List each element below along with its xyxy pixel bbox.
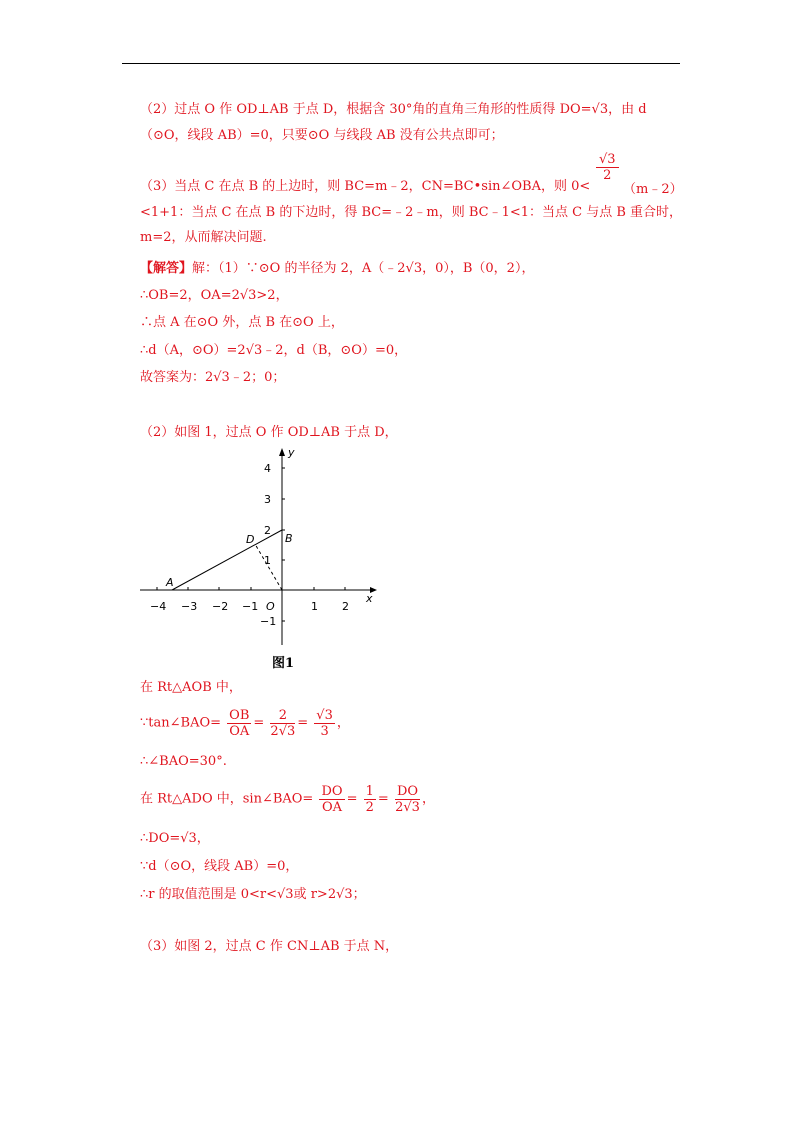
y-tick-label: 1 bbox=[264, 554, 271, 567]
y-axis-label: y bbox=[288, 446, 295, 459]
coordinate-figure bbox=[130, 440, 380, 650]
text-line: （2）过点 O 作 OD⊥AB 于点 D，根据含 30°角的直角三角形的性质得 DO=√3，由 d bbox=[140, 102, 647, 117]
text-line: ∵d（⊙O，线段 AB）=0， bbox=[140, 859, 299, 874]
x-tick-label: −4 bbox=[150, 600, 167, 613]
fraction: $\frac{1}{2}$ bbox=[365, 784, 374, 815]
segment-od-dashed bbox=[255, 544, 282, 590]
text-line bbox=[140, 178, 590, 196]
fraction: $\frac{√3}{3}$ bbox=[316, 708, 333, 739]
text-line bbox=[140, 260, 534, 278]
text-line: ∴OB=2，OA=2√3>2， bbox=[140, 288, 289, 303]
text-line: （2）如图 1，过点 O 作 OD⊥AB 于点 D， bbox=[140, 425, 398, 440]
text-segment: （3）当点 C 在点 B 的上边时，则 BC=m﹣2，CN=BC•sin∠OBA，则 0< bbox=[140, 179, 591, 194]
text-line: m=2，从而解决问题. bbox=[140, 230, 267, 245]
y-axis-arrow-icon bbox=[279, 448, 285, 456]
x-tick-label: −3 bbox=[181, 600, 198, 613]
text-line: ∴DO=√3， bbox=[140, 831, 210, 846]
fraction-numerator: √3 bbox=[596, 152, 619, 168]
text-line: ∴r 的取值范围是 0<r<√3或 r>2√3； bbox=[140, 887, 366, 902]
point-a-label: A bbox=[166, 576, 174, 589]
x-tick-label: 2 bbox=[342, 600, 349, 613]
x-tick-label: 1 bbox=[311, 600, 318, 613]
fraction: $\frac{2}{2√3}$ bbox=[270, 708, 296, 739]
fraction: $\frac{DO}{2√3}$ bbox=[395, 784, 420, 815]
fraction-sqrt3-over-2 bbox=[596, 152, 619, 183]
text-line: ∴d（A，⊙O）=2√3﹣2，d（B，⊙O）=0， bbox=[140, 343, 408, 358]
y-tick-label: 3 bbox=[264, 493, 271, 506]
fraction: $\frac{DO}{OA}$ bbox=[321, 784, 343, 815]
x-tick-label: −2 bbox=[212, 600, 229, 613]
x-tick-label: −1 bbox=[242, 600, 259, 613]
text-segment: ∵tan∠BAO= bbox=[140, 715, 222, 731]
fraction: $\frac{OB}{OA}$ bbox=[229, 708, 250, 739]
text-line: 故答案为：2√3﹣2；0； bbox=[140, 370, 286, 385]
text-line: （3）如图 2，过点 C 作 CN⊥AB 于点 N， bbox=[140, 939, 399, 954]
point-b-label: B bbox=[285, 532, 293, 545]
fraction-denominator: 2 bbox=[603, 168, 612, 183]
x-axis-label: x bbox=[366, 592, 373, 605]
point-d-label: D bbox=[246, 533, 255, 546]
text-line: 在 Rt△ADO 中，sin∠BAO= $\frac{DO}{OA}$ = $\frac{1}{2}$ = $\frac{DO}{2√3}$ ， bbox=[140, 784, 436, 815]
text-line: 在 Rt△AOB 中， bbox=[140, 680, 242, 695]
text-segment: （m﹣2） bbox=[623, 182, 683, 197]
text-line: （⊙O，线段 AB）=0，只要⊙O 与线段 AB 没有公共点即可； bbox=[140, 128, 504, 143]
y-tick-label: 2 bbox=[264, 524, 271, 537]
origin-label: O bbox=[266, 600, 275, 613]
header-rule bbox=[122, 63, 680, 64]
y-tick-label: −1 bbox=[260, 615, 277, 628]
text-line: ∴∠BAO=30°. bbox=[140, 754, 227, 769]
text-segment: 解：（1）∵⊙O 的半径为 2，A（﹣2√3，0），B（0，2）， bbox=[192, 261, 535, 276]
y-tick-label: 4 bbox=[264, 462, 271, 475]
text-line: ∵tan∠BAO= $\frac{OB}{OA}$ = $\frac{2}{2√3}$ = $\frac{√3}{3}$ ， bbox=[140, 708, 350, 739]
answer-tag: 【解答】 bbox=[140, 261, 193, 276]
text-line: <1+1：当点 C 在点 B 的下边时，得 BC=﹣2﹣m，则 BC﹣1<1：当点 C 与点 B 重合时， bbox=[140, 205, 683, 220]
text-line: ∴点 A 在⊙O 外，点 B 在⊙O 上， bbox=[140, 315, 344, 330]
text-segment: 在 Rt△ADO 中，sin∠BAO= bbox=[140, 791, 314, 807]
figure-caption: 图1 bbox=[272, 656, 295, 671]
